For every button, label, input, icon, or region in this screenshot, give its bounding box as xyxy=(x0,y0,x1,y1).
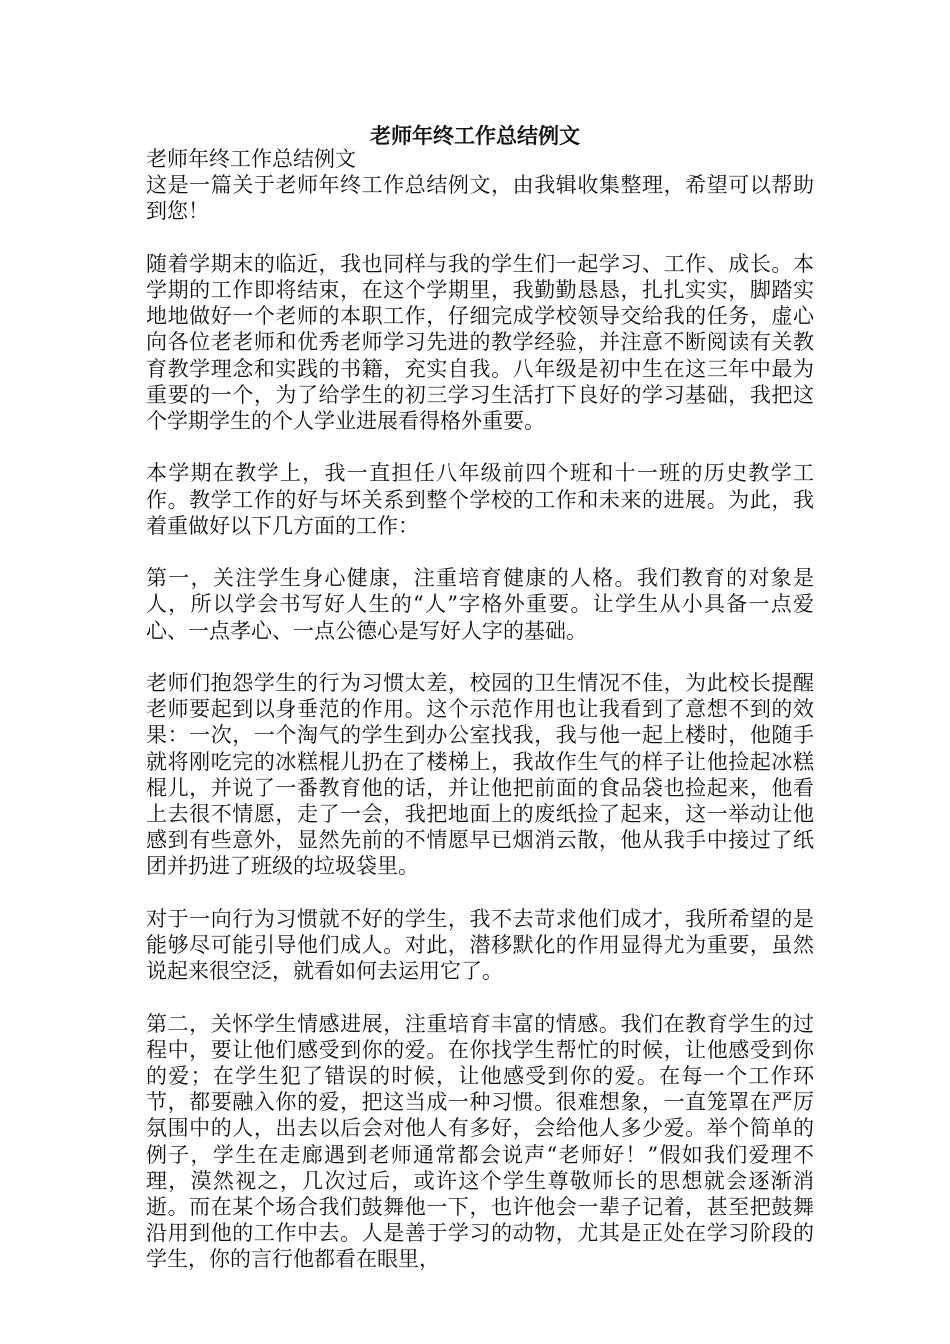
paragraph-3: 第一，关注学生身心健康，注重培育健康的人格。我们教育的对象是人，所以学会书写好人生的“人”字格外重要。让学生从小具备一点爱心、一点孝心、一点公德心是写好人字的基础。 xyxy=(146,566,814,643)
document-body xyxy=(146,146,814,1273)
paragraph-1: 随着学期末的临近，我也同样与我的学生们一起学习、工作、成长。本学期的工作即将结束，在这个学期里，我勤勤恳恳，扎扎实实，脚踏实地地做好一个老师的本职工作，仔细完成学校领导交给我的任务，虚心向各位老老师和优秀老师学习先进的教学经验，并注意不断阅读有关教育教学理念和实践的书籍，充实自我。八年级是初中生在这三年中最为重要的一个，为了给学生的初三学习生活打下良好的学习基础，我把这个学期学生的个人学业进展看得格外重要。 xyxy=(146,251,814,434)
document-subtitle: 老师年终工作总结例文 xyxy=(146,147,356,171)
paragraph-6: 第二，关怀学生情感进展，注重培育丰富的情感。我们在教育学生的过程中，要让他们感受到你的爱。在你找学生帮忙的时候，让他感受到你的爱；在学生犯了错误的时候，让他感受到你的爱。在每一个工作环节，都要融入你的爱，把这当成一种习惯。很难想象，一直笼罩在严厉氛围中的人，出去以后会对他人有多好，会给他人多少爱。举个简单的例子，学生在走廊遇到老师通常都会说声“老师好！”假如我们爱理不理，漠然视之，几次过后，或许这个学生尊敬师长的思想就会逐渐消逝。而在某个场合我们鼓舞他一下，也许他会一辈子记着，甚至把鼓舞沿用到他的工作中去。人是善于学习的动物，尤其是正处在学习阶段的学生，你的言行他都看在眼里， xyxy=(146,1011,814,1272)
document-title: 老师年终工作总结例文 xyxy=(370,123,580,148)
intro-paragraph: 这是一篇关于老师年终工作总结例文，由我辑收集整理，希望可以帮助到您！ xyxy=(146,173,814,224)
paragraph-4: 老师们抱怨学生的行为习惯太差，校园的卫生情况不佳，为此校长提醒老师要起到以身垂范的作用。这个示范作用也让我看到了意想不到的效果：一次，一个淘气的学生到办公室找我，我与他一起上楼时，他随手就将刚吃完的冰糕棍儿扔在了楼梯上，我故作生气的样子让他捡起冰糕棍儿，并说了一番教育他的话，并让他把前面的食品袋也捡起来，他看上去很不情愿，走了一会，我把地面上的废纸捡了起来，这一举动让他感到有些意外，显然先前的不情愿早已烟消云散，他从我手中接过了纸团并扔进了班级的垃圾袋里。 xyxy=(146,671,814,879)
paragraph-5: 对于一向行为习惯就不好的学生，我不去苛求他们成才，我所希望的是能够尽可能引导他们成人。对此，潜移默化的作用显得尤为重要，虽然说起来很空泛，就看如何去运用它了。 xyxy=(146,906,814,984)
paragraph-2: 本学期在教学上，我一直担任八年级前四个班和十一班的历史教学工作。教学工作的好与坏关系到整个学校的工作和未来的进展。为此，我着重做好以下几方面的工作： xyxy=(146,461,814,538)
